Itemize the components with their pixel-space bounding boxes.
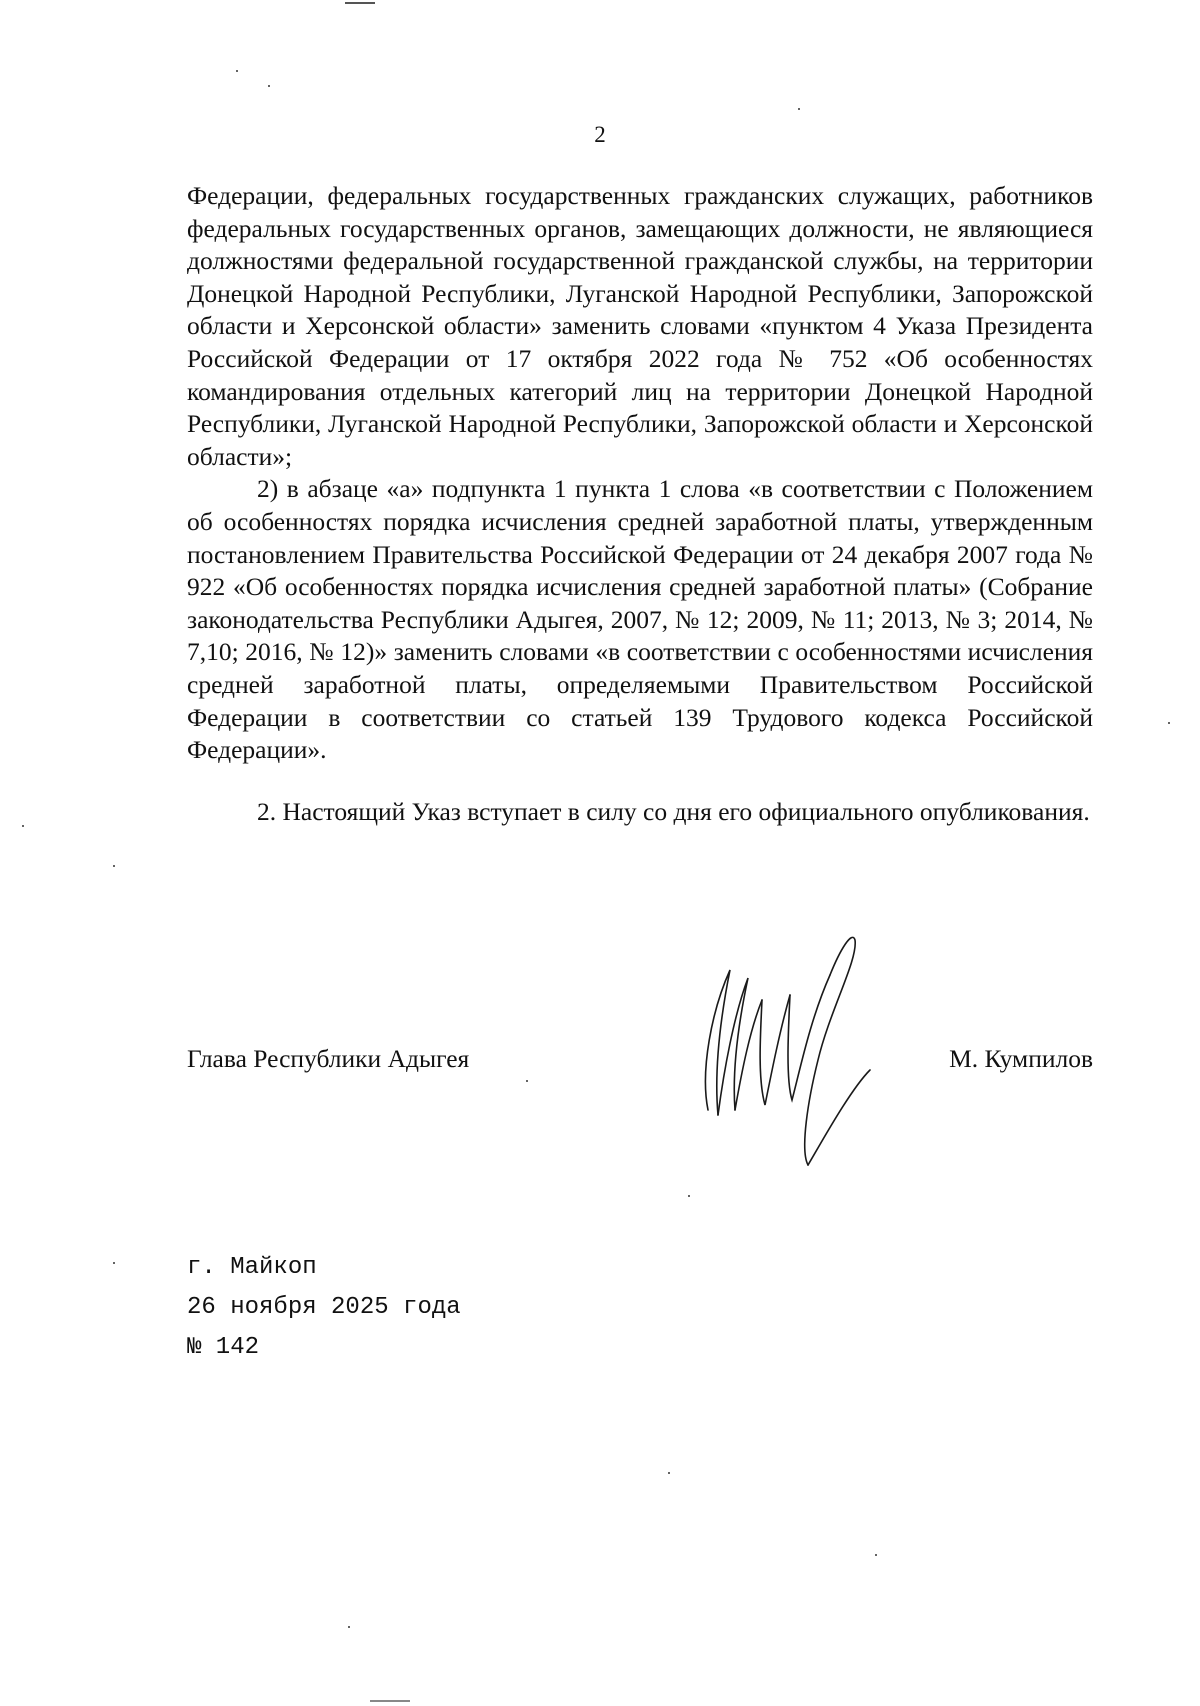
document-footer (187, 1248, 461, 1368)
handwritten-signature (690, 920, 890, 1180)
paragraph-continuation: Федерации, федеральных государственных гражданских служащих, работников федеральных государственных органов, замещающих должности, не являющиеся должностями федеральной государственной гражданской службы, на территории Донецкой Народной Республики, Луганской Народной Республики, Запорожской области и Херсонской области» заменить словами «пунктом 4 Указа Президента Российской Федерации от 17 октября 2022 года № 752 «Об особенностях командирования отдельных категорий лиц на территории Донецкой Народной Республики, Луганской Народной Республики, Запорожской области и Херсонской области»; (187, 181, 1093, 471)
scan-speck (113, 1262, 115, 1264)
scan-speck (668, 1472, 670, 1474)
decree-number: № 142 (187, 1334, 260, 1361)
document-body (187, 180, 1093, 828)
signatory-title: Глава Республики Адыгея (187, 1044, 470, 1073)
scan-artifact (370, 1700, 410, 1702)
scan-speck (268, 85, 270, 87)
paragraph-item-2: 2) в абзаце «а» подпункта 1 пункта 1 слова «в соответствии с Положением об особенностях порядка исчисления средней заработной платы, утвержденным постановлением Правительства Российской Федерации от 24 декабря 2007 года № 922 «Об особенностях порядка исчисления средней заработной платы» (Собрание законодательства Республики Адыгея, 2007, № 12; 2009, № 11; 2013, № 3; 2014, № 7,10; 2016, № 12)» заменить словами «в соответствии с особенностями исчисления средней заработной платы, определяемыми Правительством Российской Федерации в соответствии со статьей 139 Трудового кодекса Российской Федерации». (187, 474, 1093, 765)
scan-speck (348, 1626, 350, 1628)
scan-speck (526, 1080, 528, 1082)
scan-speck (798, 108, 800, 110)
scan-artifact (345, 2, 375, 4)
scan-speck (875, 1554, 877, 1556)
paragraph-effective-date: 2. Настоящий Указ вступает в силу со дня его официального опубликования. (257, 796, 1090, 826)
scan-speck (22, 825, 24, 827)
scan-speck (688, 1195, 690, 1197)
scan-speck (113, 865, 115, 867)
signatory-name: М. Кумпилов (949, 1044, 1093, 1073)
signing-date: 26 ноября 2025 года (187, 1294, 461, 1321)
scan-speck (1168, 722, 1170, 724)
scan-speck (236, 70, 238, 72)
place-of-signing: г. Майкоп (187, 1254, 317, 1281)
page-number: 2 (594, 122, 606, 147)
